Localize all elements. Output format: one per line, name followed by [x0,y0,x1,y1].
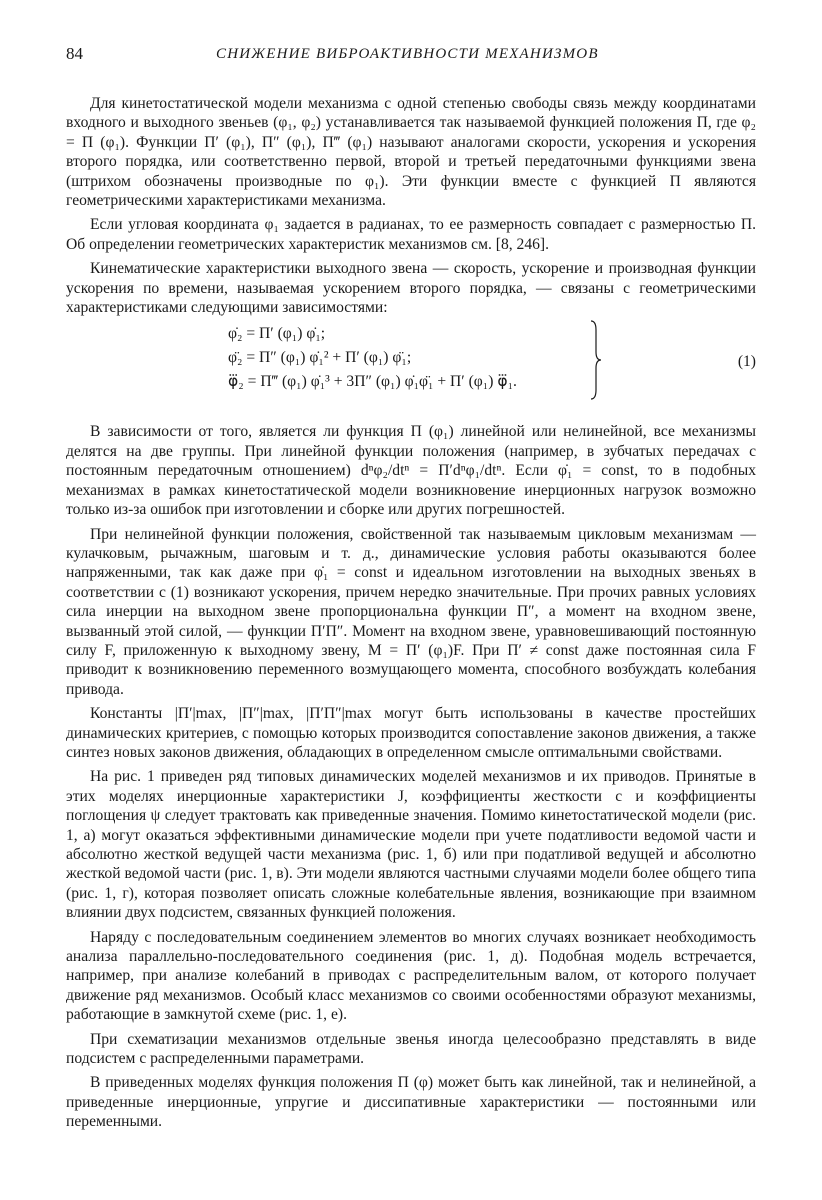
paragraph: Константы |П′|max, |П″|max, |П′П″|max могут быть использованы в качестве простейших динамических критериев, с помощью которых производится сопоставление законов движения, а также синтез новых законов движения, обладающих в определенном смысле оптимальными свойствами. [66,705,756,761]
formula-line: φ̈₂ = П″ (φ₁) φ̇₁² + П′ (φ₁) φ̈₁; [228,349,412,367]
page-number: 84 [66,44,83,63]
paragraph: Если угловая координата φ₁ задается в радианах, то ее размерность совпадает с размерностью П. Об определении геометрических характеристик механизмов см. [8, 246]. [66,216,756,253]
page-header [66,44,756,68]
paragraph: При нелинейной функции положения, свойственной так называемым цикловым механизмам — кулачковым, рычажным, шаговым и т. д., динамические условия работы оказываются более напряженными, так как даже при φ̇₁ = const и идеальном изготовлении на выходных звеньях в соответствии с (1) возникают ускорения, причем нередко значительные. При прочих равных условиях сила инерции на выходном звене пропорциональна функции П″, а момент на входном звене, вызванный этой силой, — функции П′П″. Момент на входном звене, уравновешивающий постоянную силу F, приложенную к выходному звену, M = П′ (φ₁)F. При П′ ≠ const даже постоянная сила F приводит к возникновению переменного возмущающего момента, способного возбуждать колебания привода. [66,525,756,698]
formula-line: φ⃛₂ = П‴ (φ₁) φ̇₁³ + 3П″ (φ₁) φ̇₁φ̈₁ + П′ (φ₁) φ⃛₁. [228,373,517,391]
paragraph: Кинематические характеристики выходного звена — скорость, ускорение и производная функции ускорения по времени, называемая ускорением второго порядка, — связаны с геометрическими характеристиками следующими зависимостями: [66,260,756,317]
paragraph: Наряду с последовательным соединением элементов во многих случаях возникает необходимость анализа параллельно-последовательного соединения (рис. 1, д). Подобная модель встречается, например, при анализе колебаний в приводах с распределительным валом, от которого получает движение ряд механизмов. Особый класс механизмов со своими особенностями образуют механизмы, работающие в замкнутой схеме (рис. 1, е). [66,928,756,1024]
equation-number: (1) [737,353,756,371]
paragraph: В зависимости от того, является ли функция П (φ₁) линейной или нелинейной, все механизмы делятся на две группы. При линейной функции положения (например, в зубчатых передачах с постоянным передаточным отношением) dⁿφ₂/dtⁿ = П′dⁿφ₁/dtⁿ. Если φ̇₁ = const, то в подобных механизмах в рамках кинетостатической модели возникновение инерционных нагрузок возможно только из-за ошибок при изготовлении и сборке или других погрешностей. [66,423,756,519]
paragraph: В приведенных моделях функция положения П (φ) может быть как линейной, так и нелинейной, а приведенные инерционные, упругие и диссипативные характеристики — постоянными или переменными. [66,1074,756,1131]
paragraph: При схематизации механизмов отдельные звенья иногда целесообразно представлять в виде подсистем с распределенными параметрами. [66,1030,756,1068]
paragraph: На рис. 1 приведен ряд типовых динамических моделей механизмов и их приводов. Принятые в этих моделях инерционные характеристики J, коэффициенты жесткости c и коэффициенты поглощения ψ следует трактовать как приведенные значения. Помимо кинетостатической модели (рис. 1, а) могут оказаться эффективными динамические модели при учете податливости ведомой части и абсолютно жесткой ведущей части механизма (рис. 1, б) или при податливой ведущей и абсолютно жесткой ведомой части (рис. 1, в). Эти модели являются частными случаями модели более общего типа (рис. 1, г), которая позволяет описать сложные колебательные явления, возникающие при взаимном влиянии двух подсистем, связанных функцией положения. [66,768,756,922]
page-body [66,94,756,1137]
formula-lines [228,322,517,394]
formula-line: φ̇₂ = П′ (φ₁) φ̇₁; [228,325,326,343]
formula-block [66,322,756,408]
running-title: СНИЖЕНИЕ ВИБРОАКТИВНОСТИ МЕХАНИЗМОВ [216,46,599,62]
paragraph: Для кинетостатической модели механизма с одной степенью свободы связь между координатами входного и выходного звеньев (φ₁, φ₂) устанавливается так называемой функцией положения П, где φ₂ = П (φ₁). Функции П′ (φ₁), П″ (φ₁), П‴ (φ₁) называют аналогами скорости, ускорения и ускорения второго порядка, или соответственно первой, второй и третьей передаточными функциями звена (штрихом обозначены производные по φ₁). Эти функции вместе с функцией П являются геометрическими характеристиками механизма. [66,95,756,210]
right-brace [590,320,602,400]
